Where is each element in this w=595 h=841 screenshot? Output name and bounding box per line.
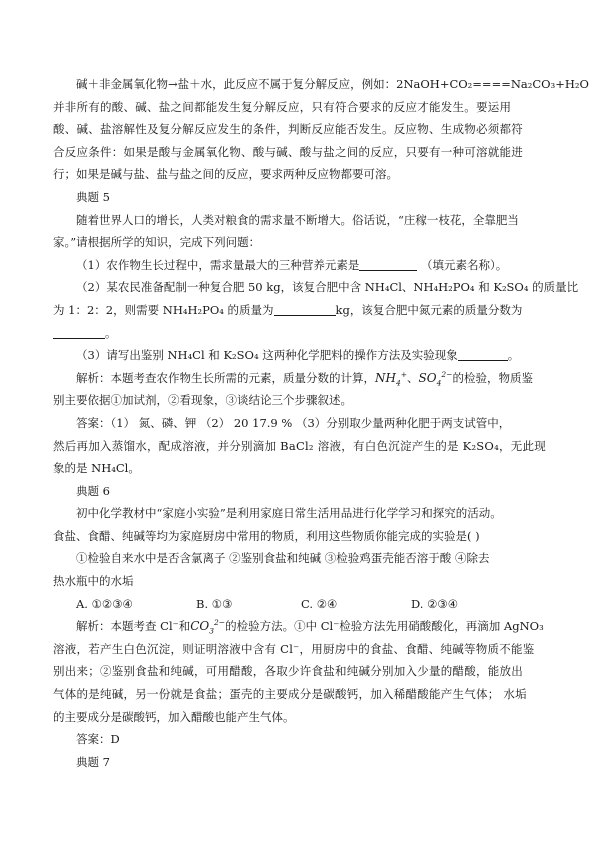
text-line: 行；如果是碱与盐、盐与盐之间的反应，要求两种反应物都要可溶。	[53, 167, 398, 182]
text-line: 的主要成分是碳酸钙，加入醋酸也能产生气体。	[53, 709, 295, 724]
choice-options	[53, 593, 550, 616]
option-b: B. ①③	[196, 596, 233, 611]
text-line: 家。”请根据所学的知识，完成下列问题：	[53, 235, 261, 250]
text-line: 别出来；②鉴别食盐和纯碱，可用醋酸，各取少许食盐和纯碱分别加入少量的醋酸，能放出	[53, 664, 523, 679]
text-line: 热水瓶中的水垢	[53, 574, 134, 589]
text-line: 并非所有的酸、碱、盐之间都能发生复分解反应，只有符合要求的反应才能发生。要运用	[53, 99, 512, 114]
answer-line: 答案：（1） 氮、磷、钾 （2） 20 17.9 % （3）分别取少量两种化肥于两支试管中，	[76, 415, 511, 430]
section-heading: 典题 5	[76, 189, 110, 204]
text-line: ①检验自来水中是否含氯离子 ②鉴别食盐和纯碱 ③检验鸡蛋壳能否溶于酸 ④除去	[76, 551, 490, 566]
carbonate-ion: $CO_3^{2-}$	[190, 618, 226, 636]
answer-blank	[53, 326, 105, 339]
analysis-line: 解析：本题考查 Cl⁻和$CO_3^{2-}$的检验方法。①中 Cl⁻检验方法先用硝酸酸化，再滴加 AgNO₃	[76, 618, 544, 636]
text-line: 溶液，若产生白色沉淀，则证明溶液中含有 Cl⁻，用厨房中的食盐、食醋、纯碱等物质不能鉴	[53, 641, 535, 656]
sulfate-ion: $SO_4^{2-}$	[418, 369, 453, 388]
analysis-line: 解析：本题考查农作物生长所需的元素，质量分数的计算，$NH_4^+$、$SO_4^{2-}$的检验，物质鉴	[76, 369, 533, 388]
text-line: 气体的是纯碱，另一份就是食盐；蛋壳的主要成分是碳酸钙，加入稀醋酸能产生气体； 水垢	[53, 687, 527, 702]
ammonium-ion: $NH_4^+$	[375, 369, 408, 388]
text-line: 酸、碱、盐溶解性及复分解反应发生的条件，判断反应能否发生。反应物、生成物必须都符	[53, 122, 523, 137]
answer-line: 然后再加入蒸馏水，配成溶液，并分别滴加 BaCl₂ 溶液，有白色沉淀产生的是 K₂SO₄，无此现	[53, 438, 546, 453]
text-line: 别主要依据①加试剂，②看现象，③谈结论三个步骤叙述。	[53, 393, 352, 408]
question-line: 。	[53, 322, 550, 345]
answer-line: 答案：D	[76, 732, 120, 747]
option-d: D. ②③④	[411, 596, 459, 611]
answer-blank	[274, 303, 336, 316]
text-line: 随着世界人口的增长，人类对粮食的需求量不断增大。俗话说，“庄稼一枝花，全靠肥当	[76, 212, 519, 227]
section-heading: 典题 7	[76, 754, 110, 769]
text-line: 合反应条件：如果是酸与金属氧化物、酸与碱、酸与盐之间的反应，只要有一种可溶就能进	[53, 144, 523, 159]
question-line: （3）请写出鉴别 NH₄Cl 和 K₂SO₄ 这两种化学肥料的操作方法及实验现象 。	[76, 348, 520, 363]
question-line: 为 1：2：2，则需要 NH₄H₂PO₄ 的质量为 kg，该复合肥中氮元素的质量分数为	[53, 302, 523, 317]
section-heading: 典题 6	[76, 483, 110, 498]
answer-blank	[359, 258, 417, 271]
question-line: （2）某农民准备配制一种复合肥 50 kg，该复合肥中含 NH₄Cl、NH₄H₂PO₄ 和 K₂SO₄ 的质量比	[76, 280, 579, 295]
option-c: C. ②④	[301, 596, 338, 611]
question-line: （1）农作物生长过程中，需求量最大的三种营养元素是 （填元素名称）。	[76, 257, 508, 272]
text-line: 初中化学教材中“家庭小实验”是利用家庭日常生活用品进行化学学习和探究的活动。	[76, 506, 502, 521]
answer-blank	[458, 348, 508, 361]
option-a: A. ①②③④	[76, 596, 133, 611]
document-page	[53, 73, 589, 773]
text-line: 食盐、食醋、纯碱等均为家庭厨房中常用的物质，利用这些物质你能完成的实验是( )	[53, 528, 480, 543]
text-line: 碱＋非金属氧化物→盐＋水，此反应不属于复分解反应，例如：2NaOH+CO₂====Na₂CO₃+H₂O	[76, 77, 589, 91]
answer-line: 象的是 NH₄Cl。	[53, 461, 140, 476]
